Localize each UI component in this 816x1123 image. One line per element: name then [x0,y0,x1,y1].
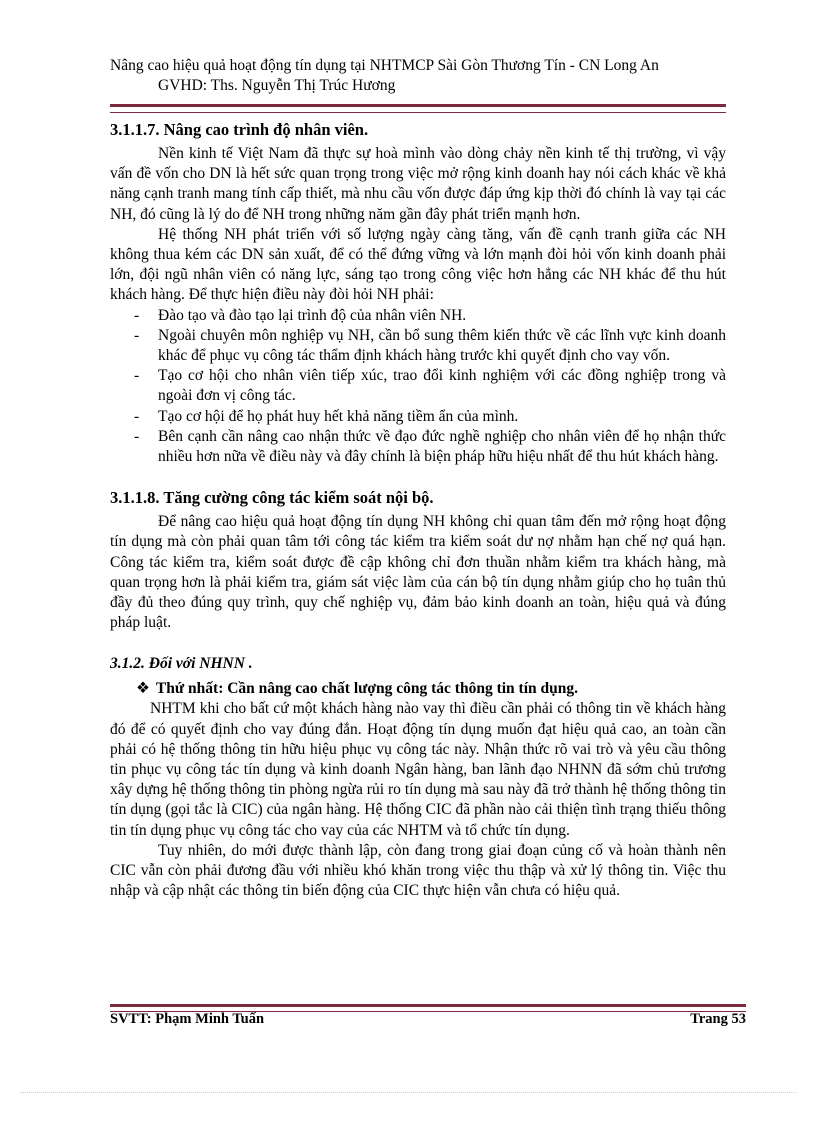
spacer [110,633,726,647]
paragraph: Tuy nhiên, do mới được thành lập, còn đang trong giai đoạn củng cố và hoàn thành nên CIC vẫn còn phải đương đầu với nhiều khó khăn trong việc thu thập và xử lý thông tin. Việc thu nhập và cập nhật các thông tin biến động của CIC thực hiện vẫn chưa có hiệu quả. [110,841,726,900]
dash-marker: - [134,427,140,445]
dash-marker: - [134,367,140,385]
header-title: Nâng cao hiệu quả hoạt động tín dụng tại NHTMCP Sài Gòn Thương Tín - CN Long An [110,57,659,74]
document-page [110,56,726,902]
page-number: Trang 53 [690,1011,746,1027]
dash-marker: - [134,326,140,344]
paragraph: Hệ thống NH phát triển với số lượng ngày càng tăng, vấn đề cạnh tranh giữa các NH không thua kém các DN sản xuất, để có thể đứng vững và lớn mạnh đòi hỏi vốn kinh doanh phải lớn, đội ngũ nhân viên có năng lực, sáng tạo trong công việc hơn hẳng các NH khác để thu hút khách hàng. Để thực hiện điều này đòi hỏi NH phải: [110,225,726,304]
page-boundary [20,1092,796,1093]
requirements-list [110,306,726,468]
footer-author: SVTT: Phạm Minh Tuấn [110,1011,265,1027]
diamond-bullet-icon: ❖ [136,680,150,698]
paragraph: Nền kinh tế Việt Nam đã thực sự hoà mình vào dòng chảy nền kinh tế thị trường, vì vậy vấn đề vốn cho DN là hết sức quan trọng trong việc mở rộng kinh doanh hay nói cách khác về khả năng cạnh tranh mang tính cấp thiết, mà nhu cầu vốn được đáp ứng kịp thời đó chính là vay tại các NH, đó cũng là lý do để NH trong những năm gần đây phát triển mạnh hơn. [110,145,726,223]
paragraph: NHTM khi cho bất cứ một khách hàng nào vay thì điều cần phải có thông tin về khách hàng đó để có quyết định cho vay đúng đắn. Hoạt động tín dụng muốn đạt hiệu quả cao, an toàn cần phải có hệ thống thông tin hữu hiệu phục vụ công tác này. Nhận thức rõ vai trò và yêu cầu thông tin phục vụ công tác tín dụng và kinh doanh Ngân hàng, ban lãnh đạo NHNN đã sớm chủ trương xây dựng hệ thống thông tin phòng ngừa rủi ro tín dụng mà sau này đã trở thành hệ thống thông tin tín dụng (gọi tắc là CIC) của ngân hàng. Hệ thống CIC đã phần nào cải thiện tình trạng thiếu thông tin tín dụng phục vụ công tác cho vay của các NHTM và tổ chức tín dụng. [110,700,726,839]
list-item: - Ngoài chuyên môn nghiệp vụ NH, cần bổ sung thêm kiến thức về các lĩnh vực kinh doanh khác để phục vụ công tác thẩm định khách hàng trước khi quyết định cho vay vốn. [134,326,726,365]
spacer [110,467,726,481]
section-heading-nhnn: 3.1.2. Đối với NHNN . [110,655,253,673]
list-item: - Bên cạnh cần nâng cao nhận thức về đạo đức nghề nghiệp cho nhân viên để họ nhận thức nhiều hơn nữa về điều này và đây chính là biện pháp hữu hiệu nhất để thu hút khách hàng. [134,427,726,466]
list-item: - Đào tạo và đào tạo lại trình độ của nhân viên NH. [110,306,726,326]
dash-marker: - [134,407,140,425]
header-rule [110,104,726,113]
section-heading-internal-control: 3.1.1.8. Tăng cường công tác kiểm soát nội bộ. [110,488,434,508]
list-item: - Tạo cơ hội cho nhân viên tiếp xúc, trao đổi kinh nghiệm với các đồng nghiệp trong và ngoài đơn vị công tác. [134,367,726,405]
running-header [110,56,726,96]
running-footer [110,1011,746,1028]
paragraph: Để nâng cao hiệu quả hoạt động tín dụng NH không chỉ quan tâm đến mở rộng hoạt động tín dụng mà còn phải quan tâm tới công tác kiểm tra kiểm soát dư nợ nhằm hạn chế nợ quá hạn. Công tác kiểm tra, kiểm soát được đề cập không chỉ đơn thuần nhằm kiểm tra khách hàng, mà quan trọng hơn là phải kiểm tra, giám sát việc làm của cán bộ tín dụng nhằm giúp cho họ tuân thủ đầy đủ theo đúng quy trình, quy chế nghiệp vụ, đảm bảo kinh doanh an toàn, hiệu quả và đúng pháp luật. [110,513,726,632]
list-item: - Tạo cơ hội để họ phát huy hết khả năng tiềm ẩn của mình. [110,407,726,427]
section-heading-staff: 3.1.1.7. Nâng cao trình độ nhân viên. [110,120,369,139]
header-advisor: GVHD: Ths. Nguyễn Thị Trúc Hương [158,77,396,94]
bullet-heading: ❖ Thứ nhất: Cần nâng cao chất lượng công tác thông tin tín dụng. [136,680,578,698]
dash-marker: - [134,306,140,324]
